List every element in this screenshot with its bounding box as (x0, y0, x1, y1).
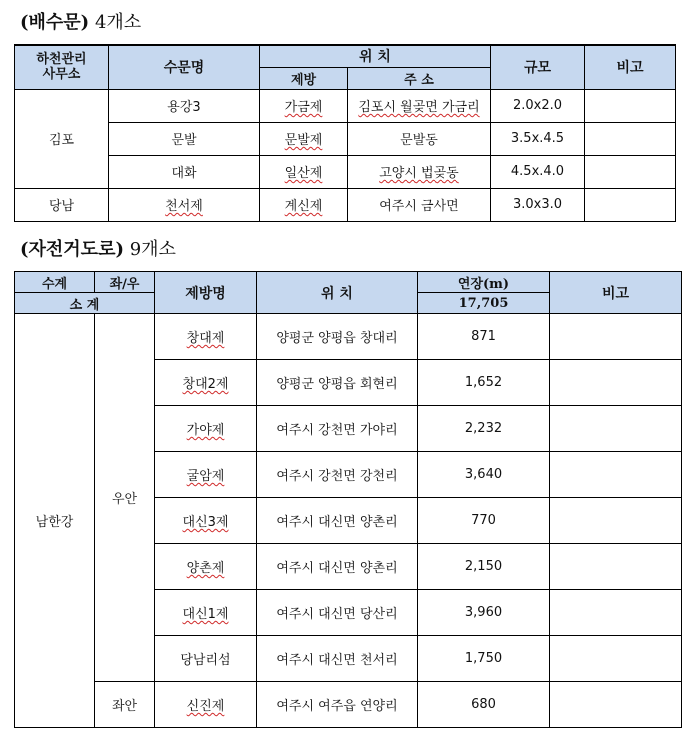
length-cell: 2,232 (418, 406, 550, 452)
length-cell: 2,150 (418, 544, 550, 590)
levee-cell: 당남리섬 (155, 636, 257, 682)
remarks-cell (550, 544, 682, 590)
length-cell: 1,750 (418, 636, 550, 682)
remarks-cell (550, 360, 682, 406)
size-cell: 4.5x.4.0 (491, 155, 585, 188)
size-cell: 3.5x.4.5 (491, 122, 585, 155)
header-size: 규모 (491, 45, 585, 89)
header-address: 주 소 (348, 67, 491, 89)
left-bank-cell: 좌안 (95, 682, 155, 728)
header-office: 하천관리 사무소 (15, 45, 109, 89)
header-gate-name: 수문명 (109, 45, 260, 89)
header-length: 연장(m) (418, 272, 550, 293)
header-remarks: 비고 (585, 45, 676, 89)
size-cell: 3.0x3.0 (491, 188, 585, 221)
table-row (15, 155, 676, 188)
address-cell: 문발동 (348, 122, 491, 155)
gate-cell: 대화 (109, 155, 260, 188)
remarks-cell (585, 188, 676, 221)
header-side: 좌/우 (95, 272, 155, 293)
remarks-cell (550, 590, 682, 636)
remarks-cell (585, 122, 676, 155)
section2-title-label: (자전거도로) (20, 239, 124, 260)
header-subtotal: 소 계 (15, 293, 155, 314)
section1-title-count: 4개소 (94, 12, 142, 33)
size-cell: 2.0x2.0 (491, 89, 585, 122)
section1-title-label: (배수문) (20, 12, 90, 33)
levee-cell: 대신1제 (155, 590, 257, 636)
location-cell: 양평군 양평읍 창대리 (257, 314, 418, 360)
levee-cell: 양촌제 (155, 544, 257, 590)
header-remarks: 비고 (550, 272, 682, 314)
address-cell: 김포시 월곶면 가금리 (348, 89, 491, 122)
remarks-cell (550, 452, 682, 498)
location-cell: 양평군 양평읍 회현리 (257, 360, 418, 406)
levee-cell: 계신제 (260, 188, 348, 221)
length-cell: 871 (418, 314, 550, 360)
office-cell: 당남 (15, 188, 109, 221)
table-row (15, 188, 676, 221)
levee-cell: 문발제 (260, 122, 348, 155)
header-levee: 제방 (260, 67, 348, 89)
levee-cell: 대신3제 (155, 498, 257, 544)
levee-cell: 굴암제 (155, 452, 257, 498)
river-cell: 남한강 (15, 314, 95, 728)
location-cell: 여주시 대신면 천서리 (257, 636, 418, 682)
remarks-cell (585, 155, 676, 188)
office-cell: 김포 (15, 89, 109, 188)
levee-cell: 신진제 (155, 682, 257, 728)
drainage-gate-table (14, 44, 676, 222)
location-cell: 여주시 여주읍 연양리 (257, 682, 418, 728)
length-cell: 680 (418, 682, 550, 728)
address-cell: 여주시 금사면 (348, 188, 491, 221)
header-location: 위 치 (257, 272, 418, 314)
bike-path-table (14, 271, 682, 728)
location-cell: 여주시 강천면 강천리 (257, 452, 418, 498)
levee-cell: 일산제 (260, 155, 348, 188)
table-row (15, 89, 676, 122)
header-water-system: 수계 (15, 272, 95, 293)
table-row (15, 314, 682, 360)
length-cell: 3,640 (418, 452, 550, 498)
table-row (15, 122, 676, 155)
header-location: 위 치 (260, 45, 491, 67)
section2-title (20, 235, 176, 261)
location-cell: 여주시 대신면 당산리 (257, 590, 418, 636)
remarks-cell (550, 314, 682, 360)
gate-cell: 천서제 (109, 188, 260, 221)
levee-cell: 창대제 (155, 314, 257, 360)
length-cell: 1,652 (418, 360, 550, 406)
right-bank-cell: 우안 (95, 314, 155, 682)
remarks-cell (585, 89, 676, 122)
section2-title-count: 9개소 (129, 239, 176, 260)
header-levee-name: 제방명 (155, 272, 257, 314)
gate-cell: 문발 (109, 122, 260, 155)
location-cell: 여주시 대신면 양촌리 (257, 544, 418, 590)
remarks-cell (550, 682, 682, 728)
address-cell: 고양시 법곶동 (348, 155, 491, 188)
gate-cell: 용강3 (109, 89, 260, 122)
table-row (15, 682, 682, 728)
length-cell: 3,960 (418, 590, 550, 636)
remarks-cell (550, 406, 682, 452)
total-length: 17,705 (418, 293, 550, 314)
remarks-cell (550, 498, 682, 544)
levee-cell: 창대2제 (155, 360, 257, 406)
location-cell: 여주시 강천면 가야리 (257, 406, 418, 452)
remarks-cell (550, 636, 682, 682)
levee-cell: 가야제 (155, 406, 257, 452)
location-cell: 여주시 대신면 양촌리 (257, 498, 418, 544)
section1-title (20, 8, 141, 34)
levee-cell: 가금제 (260, 89, 348, 122)
length-cell: 770 (418, 498, 550, 544)
